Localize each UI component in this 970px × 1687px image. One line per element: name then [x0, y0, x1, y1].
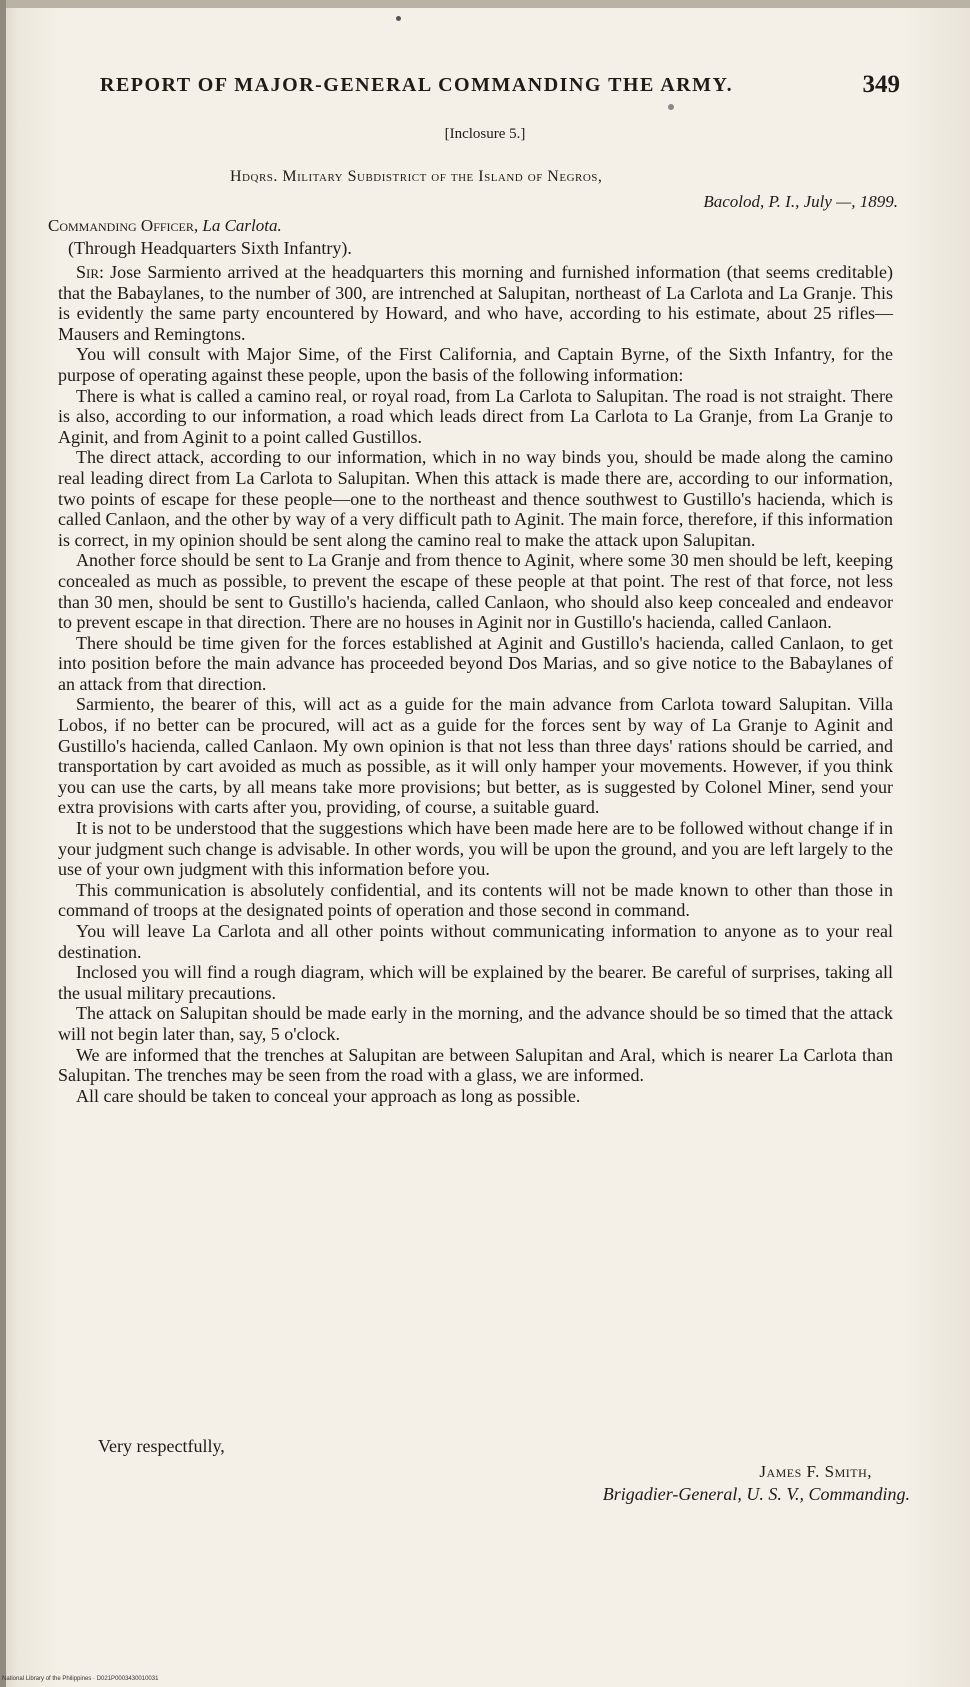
- scan-binding-edge: [0, 0, 6, 1687]
- closing: Very respectfully,: [98, 1436, 225, 1456]
- paragraph: All care should be taken to conceal your approach as long as possible.: [76, 1085, 581, 1106]
- paragraph: You will consult with Major Sime, of the First California, and Captain Byrne, of the Sixth Infantry, for the purpose of operating against these people, upon the basis of the following information:: [58, 344, 893, 385]
- inclosure-label: [Inclosure 5.]: [444, 126, 526, 142]
- paragraph: This communication is absolutely confidential, and its contents will not be made known to other than those in command of troops at the designated points of operation and those second in command.: [58, 879, 893, 921]
- addressee-place: La Carlota.: [202, 216, 282, 235]
- running-title: REPORT OF MAJOR-GENERAL COMMANDING THE ARMY.: [100, 74, 734, 96]
- signer-name: James F. Smith,: [759, 1462, 872, 1481]
- scan-speck: [668, 104, 674, 110]
- place-date-line: Bacolod, P. I., July —, 1899.: [703, 192, 898, 211]
- page-number: 349: [862, 71, 900, 98]
- paragraph: Sarmiento, the bearer of this, will act as a guide for the main advance from Carlota toward Salupitan. Villa Lobos, if no better can be procured, will act as a guide for the forces sent by way of La Granje to Aginit and Gustillo's hacienda, called Canlaon. My own opinion is that not less than three days' rations should be carried, and transportation by cart avoided as much as possible, as it will only hamper your movements. However, if you think you can use the carts, by all means take more provisions; but better, as is suggested by Colonel Miner, send your extra provisions with carts after you, providing, of course, a suitable guard.: [58, 694, 893, 818]
- paragraph: Inclosed you will find a rough diagram, which will be explained by the bearer. Be careful of surprises, taking all the usual military precautions.: [58, 962, 893, 1003]
- headquarters-line: Hdqrs. Military Subdistrict of the Island of Negros,: [230, 168, 603, 185]
- running-head: [100, 71, 900, 98]
- paragraph: The direct attack, according to our information, which in no way binds you, should be made along the camino real leading direct from La Carlota to Salupitan. When this attack is made there are, according to our information, two points of escape for these people—one to the northeast and thence southwest to Gustillo's hacienda, which is called Canlaon, and the other by way of a very difficult path to Aginit. The main force, therefore, if this information is correct, in my opinion should be sent along the camino real to make the attack upon Salupitan.: [58, 447, 893, 550]
- scan-top-band: [0, 0, 970, 8]
- library-credit: National Library of the Philippines · D021P0003430010031: [2, 1676, 159, 1682]
- salutation: Sir:: [76, 262, 105, 282]
- paragraph: The attack on Salupitan should be made early in the morning, and the advance should be so timed that the attack will not begin later than, say, 5 o'clock.: [58, 1003, 893, 1044]
- addressee-title: Commanding Officer,: [48, 216, 199, 235]
- paragraph: It is not to be understood that the suggestions which have been made here are to be followed without change if in your judgment such change is advisable. In other words, you will be upon the ground, and you are left largely to the use of your own judgment with this information before you.: [58, 818, 893, 880]
- addressee-line: [48, 216, 282, 236]
- letter-body: [58, 262, 893, 1106]
- paragraph: There should be time given for the forces established at Aginit and Gustillo's hacienda, called Canlaon, to get into position before the main advance has proceeded beyond Dos Marias, and so give notice to the Babaylanes of an attack from that direction.: [58, 632, 893, 694]
- paragraph: Another force should be sent to La Granje and from thence to Aginit, where some 30 men should be left, keeping concealed as much as possible, to prevent the escape of these people at that point. The rest of that force, not less than 30 men, should be sent to Gustillo's hacienda, called Canlaon, who should also keep concealed and endeavor to prevent escape in that direction. There are no houses in Aginit nor in Gustillo's hacienda, called Canlaon.: [58, 550, 893, 633]
- paragraph: There is what is called a camino real, or royal road, from La Carlota to Salupitan. The road is not straight. There is also, according to our information, a road which leads direct from La Carlota to La Granje, from La Granje to Aginit, and from Aginit to a point called Gustillos.: [58, 385, 893, 447]
- signer-title: Brigadier-General, U. S. V., Commanding.: [602, 1484, 910, 1504]
- paragraph: We are informed that the trenches at Salupitan are between Salupitan and Aral, which is nearer La Carlota than Salupitan. The trenches may be seen from the road with a glass, we are informed.: [58, 1044, 893, 1086]
- through-line: (Through Headquarters Sixth Infantry).: [68, 238, 352, 258]
- paragraph: Sir: Jose Sarmiento arrived at the headquarters this morning and furnished information (that seems creditable) that the Babaylanes, to the number of 300, are intrenched at Salupitan, northeast of La Carlota and La Granje. This is evidently the same party encountered by Howard, and who have, according to his estimate, about 25 rifles—Mausers and Remingtons.: [58, 262, 893, 344]
- paragraph: You will leave La Carlota and all other points without communicating information to anyone as to your real destination.: [58, 921, 893, 962]
- scan-speck: [396, 16, 401, 21]
